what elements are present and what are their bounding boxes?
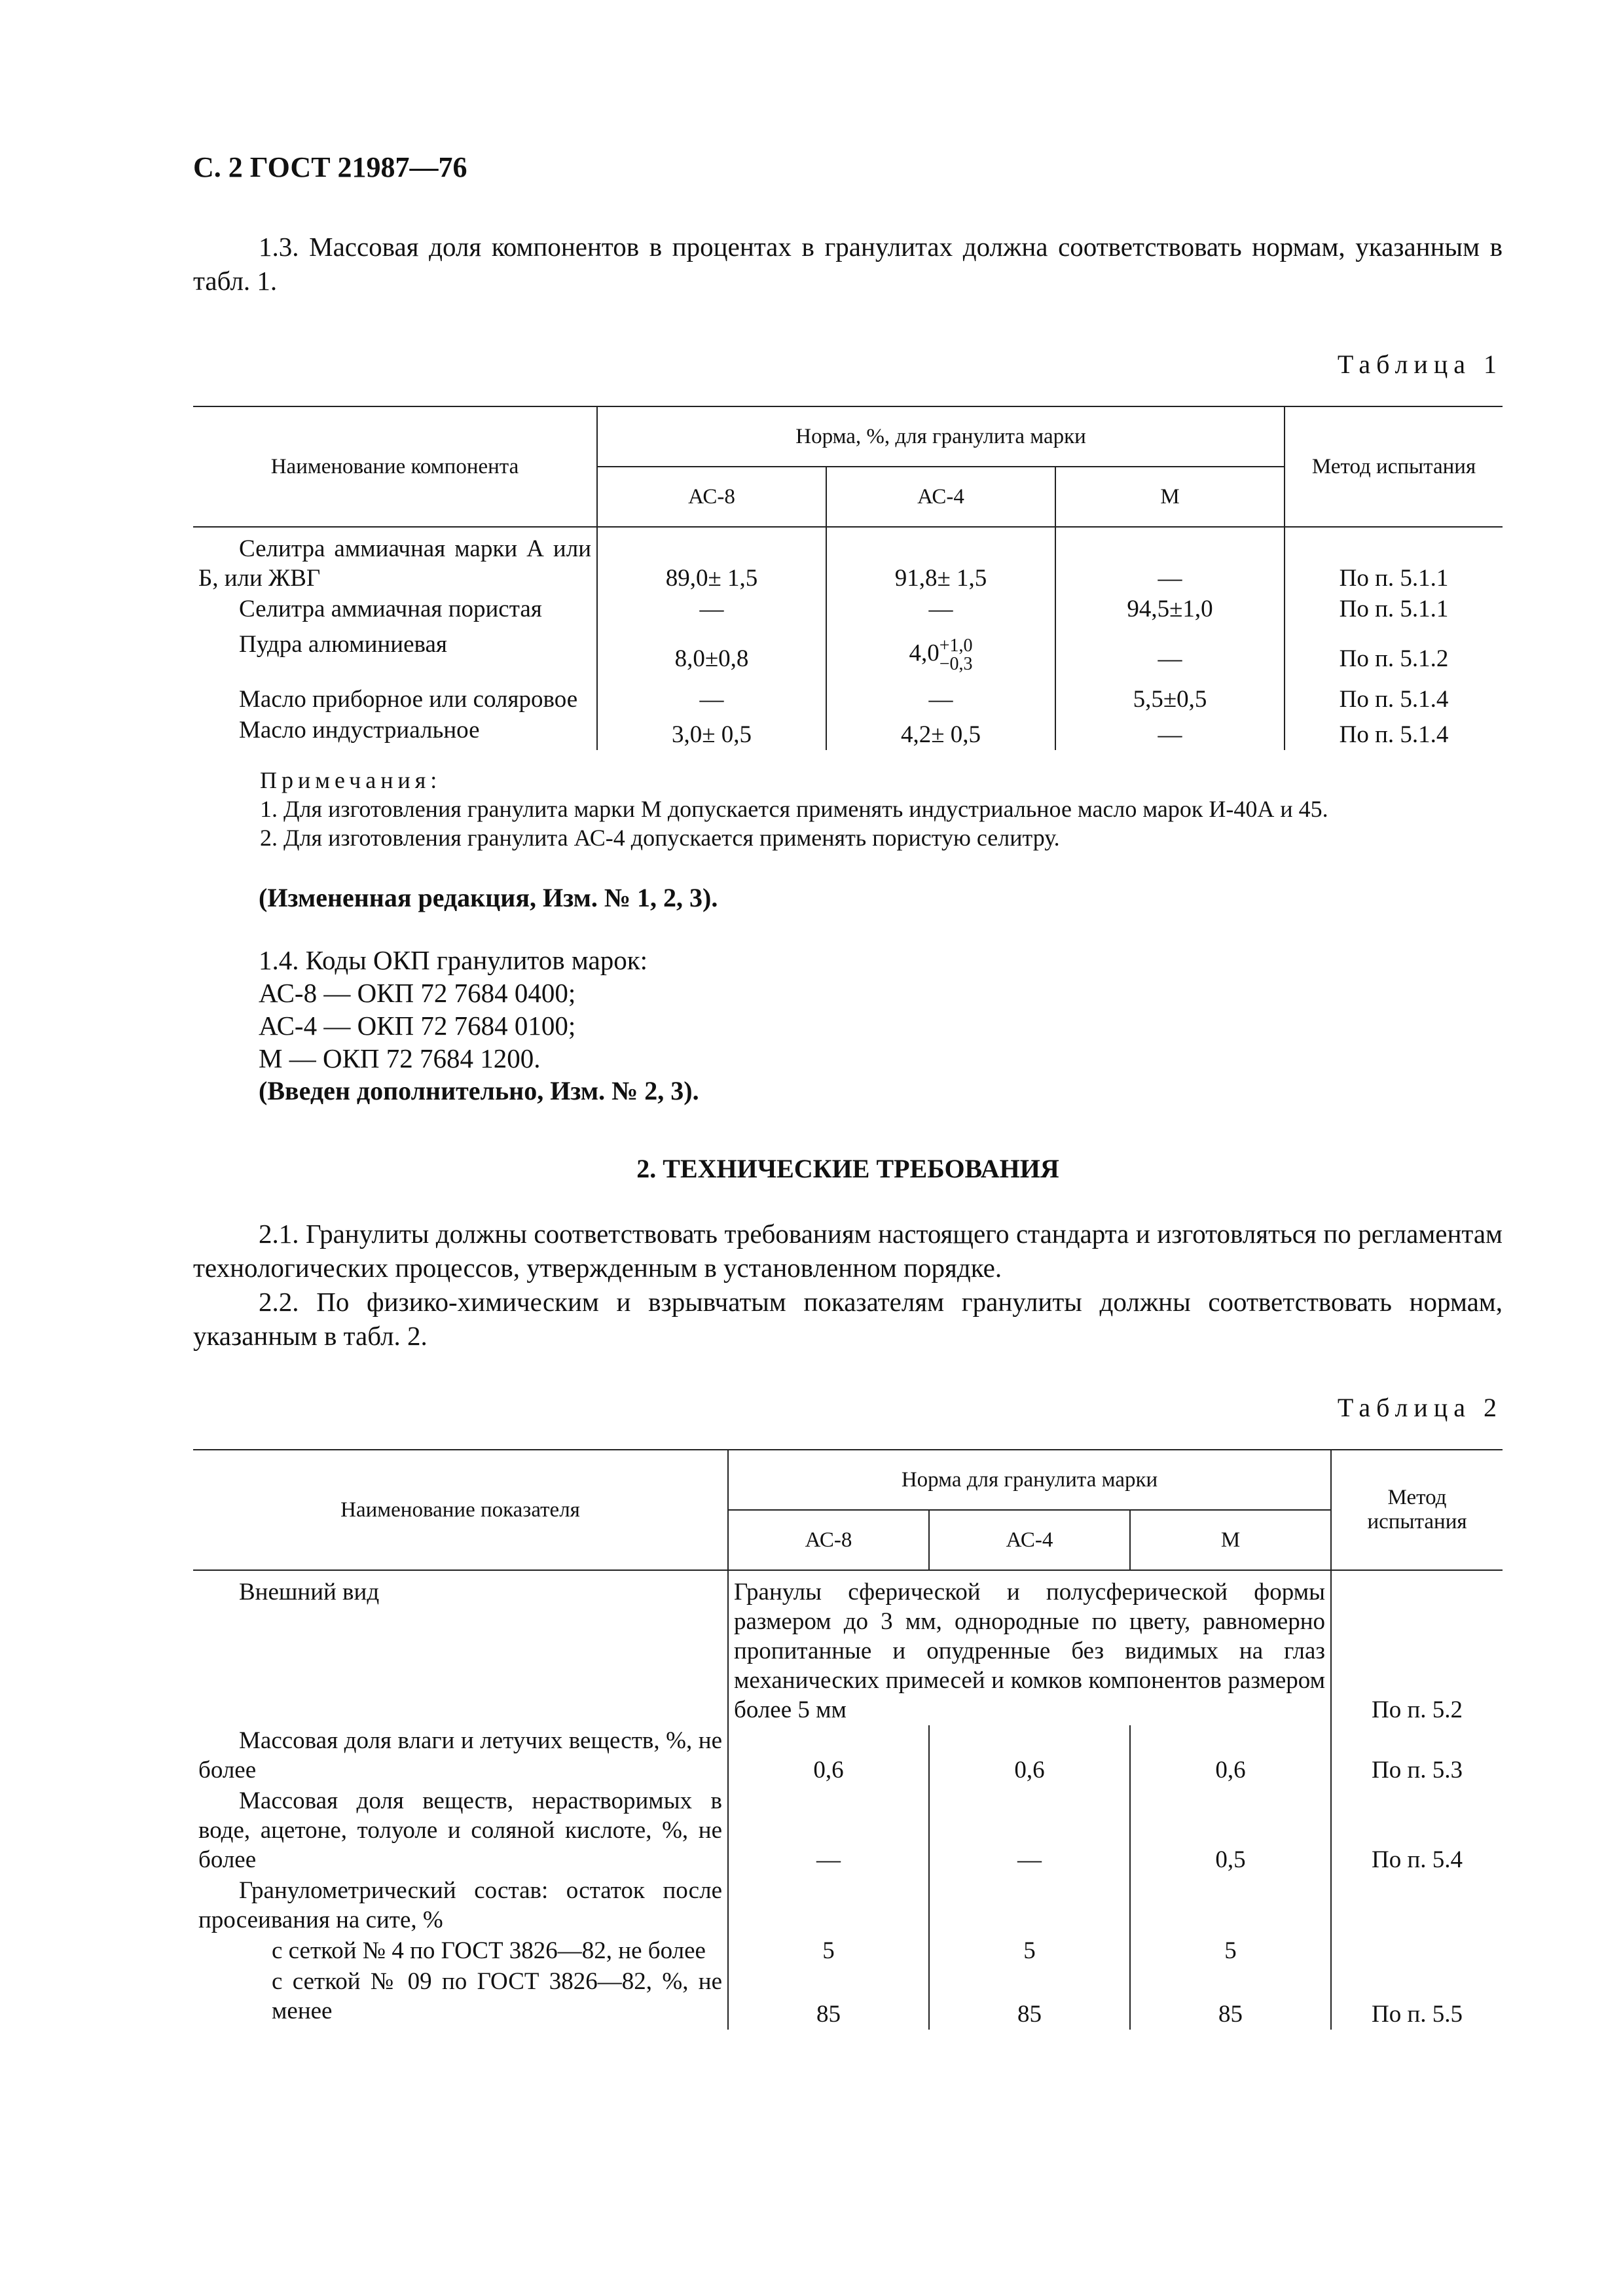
table1-header-grade: М [1055,467,1285,527]
paragraph-1-3: 1.3. Массовая доля компонентов в процентах в гранулитах должна соответствовать нормам, указанным в табл. 1. [193,232,1503,296]
cell-ac8: — [597,594,826,624]
okp-codes [193,944,1503,1107]
cell-ac8: 3,0± 0,5 [597,715,826,750]
table-row [193,1966,1503,2030]
cell-method: По п. 5.1.1 [1339,596,1449,622]
cell-ac4 [826,624,1055,674]
cell-ac4: — [826,674,1055,715]
table1-header-name: Наименование компонента [193,406,597,527]
cell-ac8: 85 [728,1966,929,2030]
row-name: Внешний вид [193,1570,728,1725]
cell-method: По п. 5.3 [1371,1757,1463,1784]
table-row [193,1875,1503,1935]
note-item: 1. Для изготовления гранулита марки М допускается применять индустриальное масло марок И-40А и 45. [260,796,1328,822]
cell-method: По п. 5.1.1 [1339,565,1449,592]
ac4-sup: +1,0 [939,636,973,656]
table1-header-norm: Норма, %, для гранулита марки [597,406,1285,467]
table2-header-grade: АС-4 [929,1510,1130,1570]
table-row [193,1935,1503,1966]
okp-title: 1.4. Коды ОКП гранулитов марок: [259,945,648,975]
table2-header-grade: АС-8 [728,1510,929,1570]
cell-ac8: 8,0±0,8 [597,624,826,674]
cell-ac4: 85 [929,1966,1130,2030]
table1-header-method: Метод испытания [1285,406,1503,527]
paragraph-2-1: 2.1. Гранулиты должны соответствовать требованиям настоящего стандарта и изготовляться по регламентам технологических процессов, утвержденным в установленном порядке. [193,1219,1503,1283]
table-2 [193,1449,1503,2030]
table-row [193,715,1503,750]
cell-m: 0,6 [1130,1725,1331,1785]
table-row [193,1725,1503,1785]
row-name: Массовая доля влаги и летучих веществ, %, не более [193,1725,728,1785]
cell-m: 5,5±0,5 [1055,674,1285,715]
document-page [193,151,1503,2030]
table2-header-grade: М [1130,1510,1331,1570]
cell-ac4: — [826,594,1055,624]
cell-ac8: — [728,1785,929,1875]
table1-header-grade: АС-8 [597,467,826,527]
okp-line: АС-8 — ОКП 72 7684 0400; [259,978,576,1008]
cell-ac4: — [929,1785,1130,1875]
table2-header-name: Наименование показателя [193,1450,728,1570]
amendment-note: (Измененная редакция, Изм. № 1, 2, 3). [259,883,718,912]
cell-ac8: 5 [728,1935,929,1966]
cell-method: По п. 5.4 [1371,1846,1463,1873]
row-name: Масло приборное или соляровое [193,674,597,715]
cell-m: 5 [1130,1935,1331,1966]
cell-m: — [1055,715,1285,750]
cell-ac4: 4,2± 0,5 [826,715,1055,750]
empty-cell [1331,1875,1503,1935]
table1-label: Таблица 1 [1337,350,1503,379]
empty-cell [929,1875,1130,1935]
okp-line: М — ОКП 72 7684 1200. [259,1043,541,1073]
cell-ac8: 89,0± 1,5 [597,527,826,594]
empty-cell [728,1875,929,1935]
okp-line: АС-4 — ОКП 72 7684 0100; [259,1011,576,1041]
table-row [193,594,1503,624]
ac4-sub: −0,3 [939,654,973,674]
cell-ac4: 5 [929,1935,1130,1966]
row-name: Селитра аммиачная марки А или Б, или ЖВГ [193,527,597,594]
table1-notes [193,766,1503,852]
okp-amendment: (Введен дополнительно, Изм. № 2, 3). [259,1076,699,1105]
cell-m: 0,5 [1130,1785,1331,1875]
cell-method: По п. 5.2 [1371,1696,1463,1723]
cell-method: По п. 5.1.4 [1339,686,1449,713]
cell-method [1331,1935,1503,1966]
row-name: Гранулометрический состав: остаток после просеивания на сите, % [193,1875,728,1935]
row-name: с сеткой № 4 по ГОСТ 3826—82, не более [193,1935,728,1966]
cell-ac8: — [597,674,826,715]
row-name: Пудра алюминиевая [193,624,597,674]
cell-ac4: 91,8± 1,5 [826,527,1055,594]
cell-m: 85 [1130,1966,1331,2030]
table-1 [193,406,1503,750]
cell-ac8: 0,6 [728,1725,929,1785]
ac4-tolerance [939,637,973,673]
cell-ac4: 0,6 [929,1725,1130,1785]
paragraph-2-2: 2.2. По физико-химическим и взрывчатым показателям гранулиты должны соответствовать нормам, указанным в табл. 2. [193,1287,1503,1351]
note-item: 2. Для изготовления гранулита АС-4 допускается применять пористую селитру. [260,825,1060,851]
table2-header-method: Метод испытания [1331,1450,1503,1570]
row-name: Селитра аммиачная пористая [193,594,597,624]
row-name: с сеткой № 09 по ГОСТ 3826—82, %, не менее [193,1966,728,2030]
cell-m: — [1055,527,1285,594]
ac4-base: 4,0 [909,639,939,667]
table-row [193,1785,1503,1875]
cell-m: — [1055,624,1285,674]
table-row [193,1570,1503,1725]
cell-method: По п. 5.5 [1371,2001,1463,2028]
appearance-value: Гранулы сферической и полусферической формы размером до 3 мм, однородные по цвету, равномерно пропитанные и опудренные без видимых на глаз механических примесей и комков компонентов размером более 5 мм [728,1570,1331,1725]
notes-title: Примечания: [260,767,442,793]
table-row [193,624,1503,674]
table2-label: Таблица 2 [1337,1393,1503,1422]
cell-m: 94,5±1,0 [1055,594,1285,624]
section-2-title: 2. ТЕХНИЧЕСКИЕ ТРЕБОВАНИЯ [636,1154,1059,1183]
row-name: Масло индустриальное [193,715,597,750]
table1-header-grade: АС-4 [826,467,1055,527]
cell-method: По п. 5.1.4 [1339,721,1449,748]
row-name: Массовая доля веществ, нерастворимых в воде, ацетоне, толуоле и соляной кислоте, %, не более [193,1785,728,1875]
table-row [193,674,1503,715]
table-row [193,527,1503,594]
page-header: С. 2 ГОСТ 21987—76 [193,151,467,183]
cell-method: По п. 5.1.2 [1339,645,1449,672]
empty-cell [1130,1875,1331,1935]
table2-header-norm: Норма для гранулита марки [728,1450,1331,1510]
